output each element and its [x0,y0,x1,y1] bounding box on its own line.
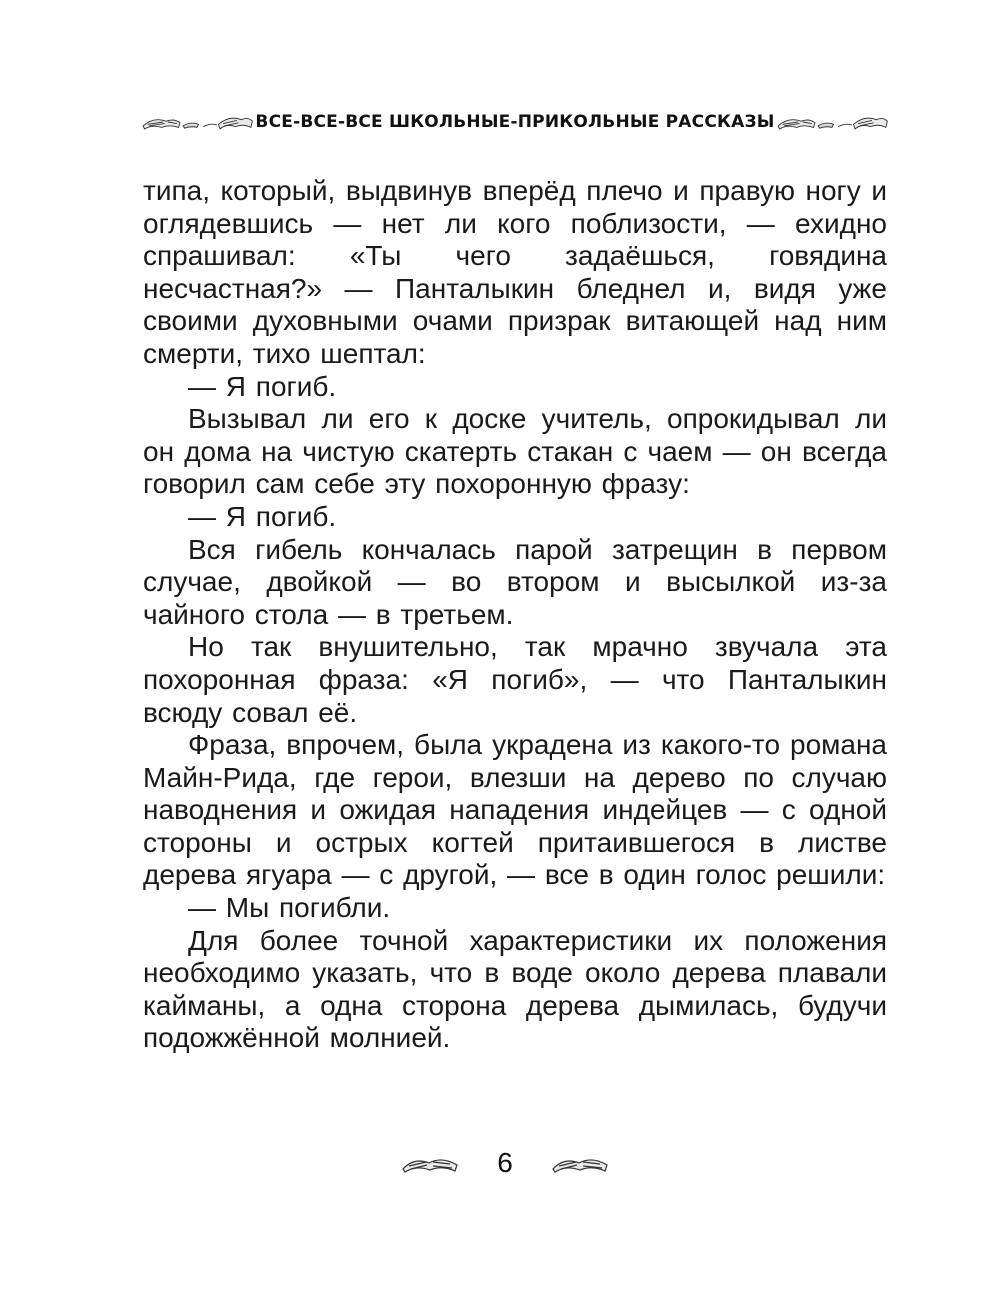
paragraph: типа, который, выдвинув вперёд плечо и правую ногу и оглядевшись — нет ли кого поблизости, — ехидно спрашивал: «Ты чего задаёшься, говядина несчастная?» — Панталыкин бледнел и, видя уже своими духовными очами призрак витающей над ним смерти, тихо шептал: [143,175,887,369]
open-book-icon [550,1151,610,1175]
open-books-ornament-icon [775,107,890,137]
running-header-title: ВСЕ-ВСЕ-ВСЕ ШКОЛЬНЫЕ-ПРИКОЛЬНЫЕ РАССКАЗЫ [255,112,775,132]
open-books-ornament-icon [140,107,255,137]
main-text [143,175,887,1055]
open-book-icon [400,1151,460,1175]
paragraph: Фраза, впрочем, была украдена из какого-то романа Майн-Рида, где герои, влезши на дерево по случаю наводнения и ожидая нападения индейцев — с одной стороны и острых когтей притаившегося в листве дерева ягуара — с другой, — все в один голос решили: [143,729,887,891]
paragraph: Для более точной характеристики их положения необходимо указать, что в воде около дерева плавали кайманы, а одна сторона дерева дымилась, будучи подожжённой молнией. [143,924,887,1054]
page-footer [400,1143,610,1183]
paragraph: Вся гибель кончалась парой затрещин в первом случае, двойкой — во втором и высылкой из-за чайного стола — в третьем. [143,533,887,630]
page-number: 6 [497,1147,513,1178]
dialogue-line: — Я погиб. [188,370,337,402]
paragraph: Вызывал ли его к доске учитель, опрокидывал ли он дома на чистую скатерть стакан с чаем — он всегда говорил сам себе эту похоронную фразу: [143,403,887,500]
running-header [140,100,890,144]
dialogue-line: — Мы погибли. [188,892,391,924]
dialogue-line: — Я погиб. [188,500,337,532]
paragraph: Но так внушительно, так мрачно звучала эта похоронная фраза: «Я погиб», — что Панталыкин всюду совал её. [143,631,887,728]
